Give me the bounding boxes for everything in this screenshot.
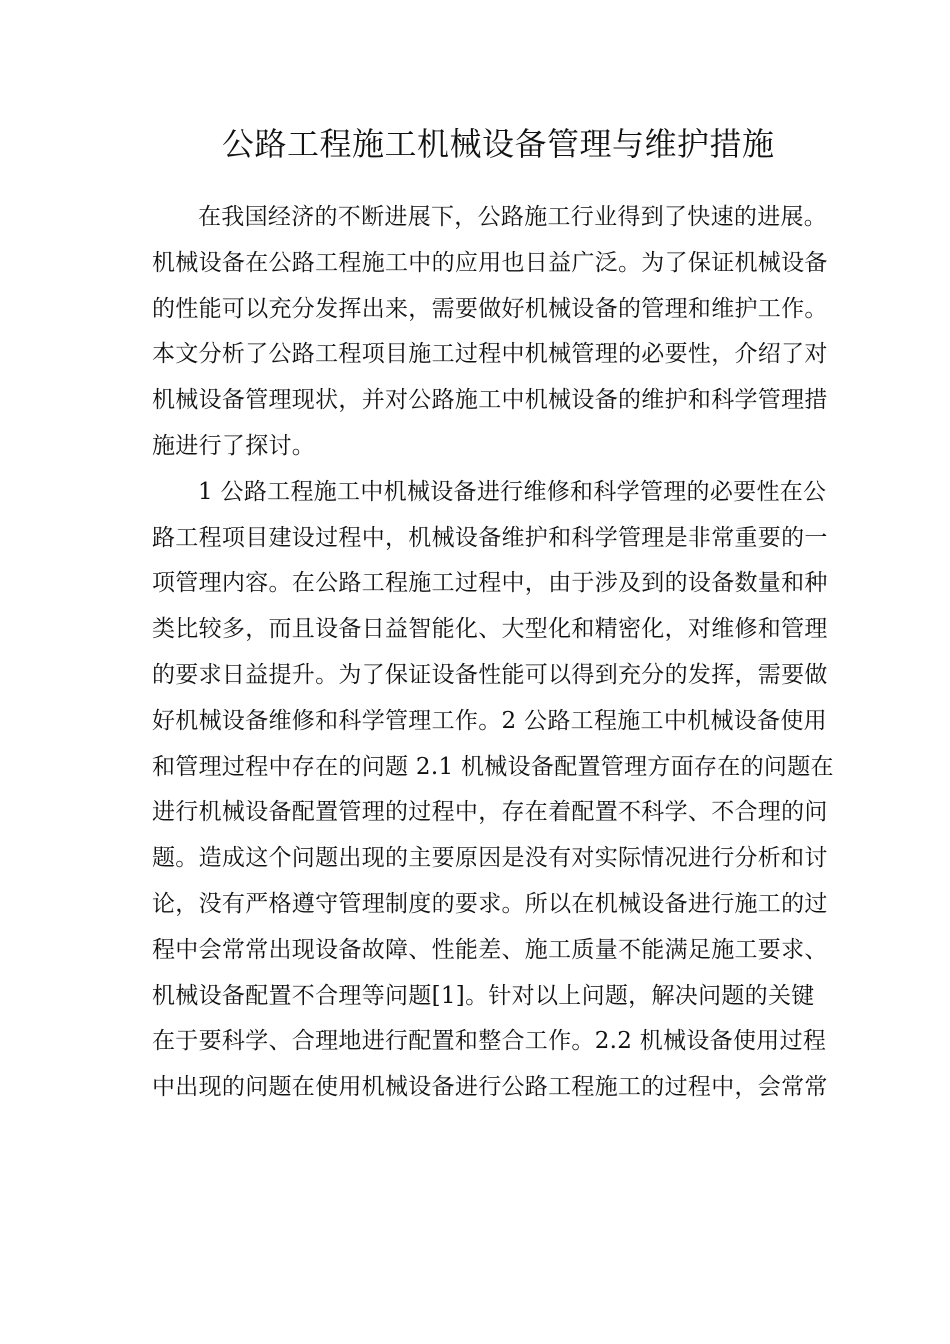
paragraph-line: 论，没有严格遵守管理制度的要求。所以在机械设备进行施工的过 [152,890,828,917]
paragraph-line: 在我国经济的不断进展下，公路施工行业得到了快速的进展。 [198,204,828,230]
paragraph-line: 好机械设备维修和科学管理工作。2 公路工程施工中机械设备使用 [152,707,827,734]
paragraph-line: 在于要科学、合理地进行配置和整合工作。2.2 机械设备使用过程 [152,1028,827,1055]
document-body [152,195,834,1111]
paragraph-line: 中出现的问题在使用机械设备进行公路工程施工的过程中，会常常 [152,1074,828,1101]
paragraph-line: 机械设备配置不合理等问题[1]。针对以上问题，解决问题的关键 [152,982,815,1009]
paragraph-line: 进行机械设备配置管理的过程中，存在着配置不科学、不合理的问 [152,799,828,826]
paragraph-line: 题。造成这个问题出现的主要原因是没有对实际情况进行分析和讨 [152,845,828,872]
paragraph-line: 的要求日益提升。为了保证设备性能可以得到充分的发挥，需要做 [152,661,828,688]
paragraph-line: 的性能可以充分发挥出来，需要做好机械设备的管理和维护工作。 [152,295,828,322]
paragraph-line: 程中会常常出现设备故障、性能差、施工质量不能满足施工要求、 [152,936,828,963]
paragraph-line: 和管理过程中存在的问题 2.1 机械设备配置管理方面存在的问题在 [152,753,834,780]
paragraph-line: 项管理内容。在公路工程施工过程中，由于涉及到的设备数量和种 [152,570,828,597]
paragraph-line: 机械设备在公路工程施工中的应用也日益广泛。为了保证机械设备 [152,249,828,276]
paragraph-line: 机械设备管理现状，并对公路施工中机械设备的维护和科学管理措 [152,387,828,414]
paragraph-line: 本文分析了公路工程项目施工过程中机械管理的必要性，介绍了对 [152,341,828,368]
paragraph-line: 施进行了探讨。 [152,432,316,459]
paragraph-line: 类比较多，而且设备日益智能化、大型化和精密化，对维修和管理 [152,616,828,643]
document-title: 公路工程施工机械设备管理与维护措施 [222,125,775,163]
paragraph-line: 路工程项目建设过程中，机械设备维护和科学管理是非常重要的一 [152,524,828,551]
paragraph-line: 1 公路工程施工中机械设备进行维修和科学管理的必要性在公 [198,478,827,505]
